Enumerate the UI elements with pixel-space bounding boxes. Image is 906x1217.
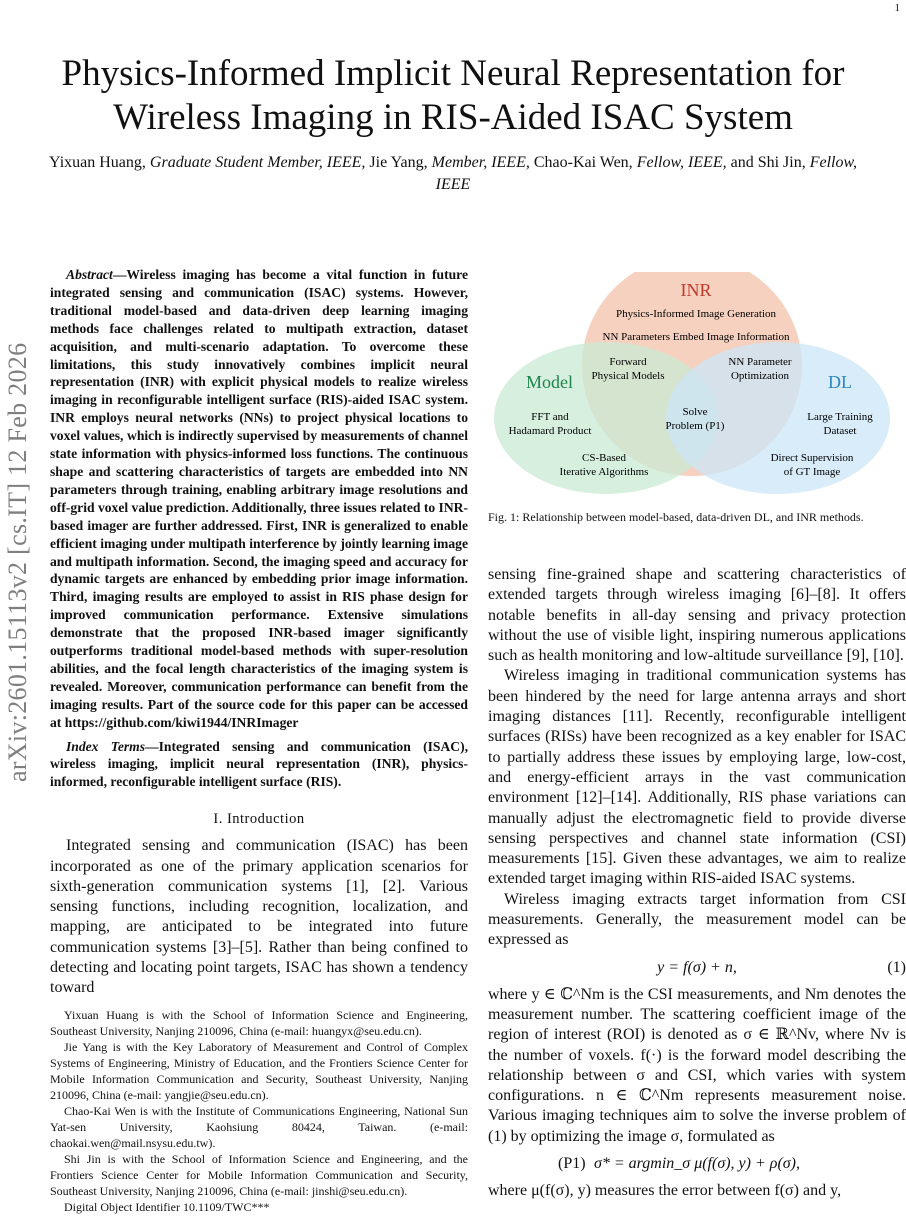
figure-caption: Fig. 1: Relationship between model-based, data-driven DL, and INR methods. <box>488 510 864 524</box>
author-role: Member, IEEE, <box>431 154 530 171</box>
abstract-lead: Abstract <box>66 267 113 282</box>
body-paragraph: sensing fine-grained shape and scattering characteristics of extended targets through wireless imaging [6]–[8]. It offers notable benefits in all-day sensing and privacy protection without the use of visible light, inspiring numerous applications such as health monitoring and low-altitude surveillance [9], [10]. <box>488 566 906 665</box>
footnote: Digital Object Identifier 10.1109/TWC*** <box>64 1200 270 1215</box>
author-name: and Shi Jin, <box>730 154 806 171</box>
left-column <box>50 266 468 999</box>
index-terms <box>50 738 468 792</box>
index-terms-lead: Index Terms <box>66 738 146 754</box>
body-paragraph: Wireless imaging in traditional communication systems has been hindered by the need for large antenna arrays and short imaging distances [11]. Recently, reconfigurable intelligent surfaces (RISs) have been recognized as a key enabler for ISAC to partially address these issues by employing large, low-cost, and energy-efficient arrays in the vast communication environment [12]–[14]. Additionally, RIS phase variations can manually adjust the electromagnetic field to provide diverse sensing perspectives and channel state information (CSI) measurements [15]. Given these advantages, we aim to realize extended target imaging within RIS-aided ISAC systems. <box>488 667 906 888</box>
venn-text: Dataset <box>823 425 857 437</box>
equation-p1 <box>488 1151 906 1177</box>
venn-text: Direct Supervision <box>770 452 854 464</box>
venn-text: Hadamard Product <box>508 425 592 437</box>
venn-text: of GT Image <box>783 466 841 478</box>
author-list <box>40 152 866 196</box>
right-column <box>488 272 906 1201</box>
equation-number: (1) <box>887 958 906 976</box>
page-number: 1 <box>894 2 900 14</box>
inr-label: INR <box>680 280 712 300</box>
paper-title: Physics-Informed Implicit Neural Representation for Wireless Imaging in RIS-Aided ISAC System <box>61 53 845 138</box>
author-name: Jie Yang, <box>369 154 428 171</box>
equation-body: y = f(σ) + n, <box>657 958 737 976</box>
body-paragraph: where y ∈ ℂ^Nm is the CSI measurements, and Nm denotes the measurement number. The scattering coefficient image of the region of interest (ROI) is denoted as σ ∈ ℝ^Nv, where Nv is the number of voxels. f(·) is the forward model describing the relationship between σ and CSI, which varies with system configurations. n ∈ ℂ^Nm represents measurement noise. Various imaging techniques aim to solve the inverse problem of (1) by optimizing the image σ, formulated as <box>488 985 906 1145</box>
footnote: Chao-Kai Wen is with the Institute of Communications Engineering, National Sun Yat-sen University, Kaohsiung 80424, Taiwan. (e-mail: chaokai.wen@mail.nsysu.edu.tw). <box>50 1104 468 1150</box>
model-label: Model <box>526 372 573 392</box>
index-terms-text: —Integrated sensing and communication (ISAC), wireless imaging, implicit neural representation (INR), physics-informed, reconfigurable intelligent surface (RIS). <box>50 738 469 790</box>
venn-text: Physical Models <box>591 370 665 382</box>
venn-text: Forward <box>609 356 647 368</box>
venn-text: Problem (P1) <box>665 420 725 432</box>
author-role: Fellow, IEEE, <box>636 154 727 171</box>
venn-text: FFT and <box>531 411 569 423</box>
venn-text: Iterative Algorithms <box>559 466 649 478</box>
footnote: Yixuan Huang is with the School of Information Science and Engineering, Southeast University, Nanjing 210096, China (e-mail: huangyx@seu.edu.cn). <box>50 1008 468 1038</box>
equation-body: σ* = argmin_σ μ(f(σ), y) + ρ(σ), <box>593 1155 800 1173</box>
author-name: Chao-Kai Wen, <box>533 154 633 171</box>
venn-text: Large Training <box>807 411 873 423</box>
equation-1 <box>488 955 906 981</box>
venn-diagram <box>488 272 906 502</box>
footnotes <box>50 1008 468 1217</box>
body-paragraph: where μ(f(σ), y) measures the error between f(σ) and y, <box>488 1182 842 1200</box>
venn-text: CS-Based <box>582 452 626 464</box>
equation-label: (P1) <box>558 1155 586 1173</box>
venn-text: Solve <box>682 406 708 418</box>
abstract <box>50 266 468 732</box>
venn-text: Physics-Informed Image Generation <box>615 308 777 320</box>
intro-paragraph: Integrated sensing and communication (ISAC) has been incorporated as one of the primary application scenarios for sixth-generation communication systems [1], [2]. Various sensing functions, including recognition, localization, and mapping, are anticipated to be integrated into future communication systems [3]–[5]. Rather than being confined to detecting and locating point targets, ISAC has shown a tendency toward <box>50 837 468 997</box>
venn-figure <box>488 272 906 502</box>
abstract-text: —Wireless imaging has become a vital function in future integrated sensing and communication (ISAC) systems. However, traditional model-based and data-driven deep learning imaging methods face challenges related to multipath extraction, dataset acquisition, and multi-scenario adaptation. To overcome these limitations, this study innovatively combines implicit neural representation (INR) with explicit physical models to realize wireless imaging in reconfigurable intelligent surface (RIS)-aided ISAC system. INR employs neural networks (NNs) to project physical locations to voxel values, which is indirectly supervised by measurements of channel state information with physics-informed loss functions. The continuous shape and scattering characteristics of targets are embedded into NN parameters through training, enabling arbitrary image resolutions and off-grid voxel value prediction. Additionally, three issues related to INR-based imager are further addressed. First, INR is generalized to enable efficient imaging under multipath interference by jointly learning image and multipath information. Second, the imaging speed and accuracy for dynamic targets are enhanced by embedding prior image information. Third, imaging results are employed to assist in RIS phase design for improved communication performance. Extensive simulations demonstrate that the proposed INR-based imager significantly outperforms traditional model-based methods with super-resolution abilities, and the focal length characteristics of the imaging system is revealed. Moreover, communication performance can benefit from the imaging results. Part of the source code for this paper can be accessed at https://github.com/kiwi1944/INRImager <box>50 267 469 730</box>
arxiv-watermark: arXiv:2601.15113v2 [cs.IT] 12 Feb 2026 <box>3 342 32 782</box>
footnote: Jie Yang is with the Key Laboratory of Measurement and Control of Complex Systems of Engineering, Ministry of Education, and the Frontiers Science Center for Mobile Information Communication and Security, Southeast University, Nanjing 210096, China (e-mail: yangjie@seu.edu.cn). <box>50 1040 468 1102</box>
venn-text: NN Parameters Embed Image Information <box>602 331 790 343</box>
venn-text: Optimization <box>730 370 790 382</box>
author-role: Graduate Student Member, IEEE, <box>149 154 366 171</box>
body-paragraph: Wireless imaging extracts target information from CSI measurements. Generally, the measurement model can be expressed as <box>488 890 906 949</box>
dl-label: DL <box>828 372 852 392</box>
section-heading: I. Introduction <box>213 811 305 828</box>
venn-text: NN Parameter <box>728 356 792 368</box>
author-role: Fellow, IEEE <box>435 154 857 193</box>
footnote: Shi Jin is with the School of Information Science and Engineering, and the Frontiers Science Center for Mobile Information Communication and Security, Southeast University, Nanjing 210096, China (e-mail: jinshi@seu.edu.cn). <box>50 1152 468 1198</box>
author-name: Yixuan Huang, <box>49 154 146 171</box>
